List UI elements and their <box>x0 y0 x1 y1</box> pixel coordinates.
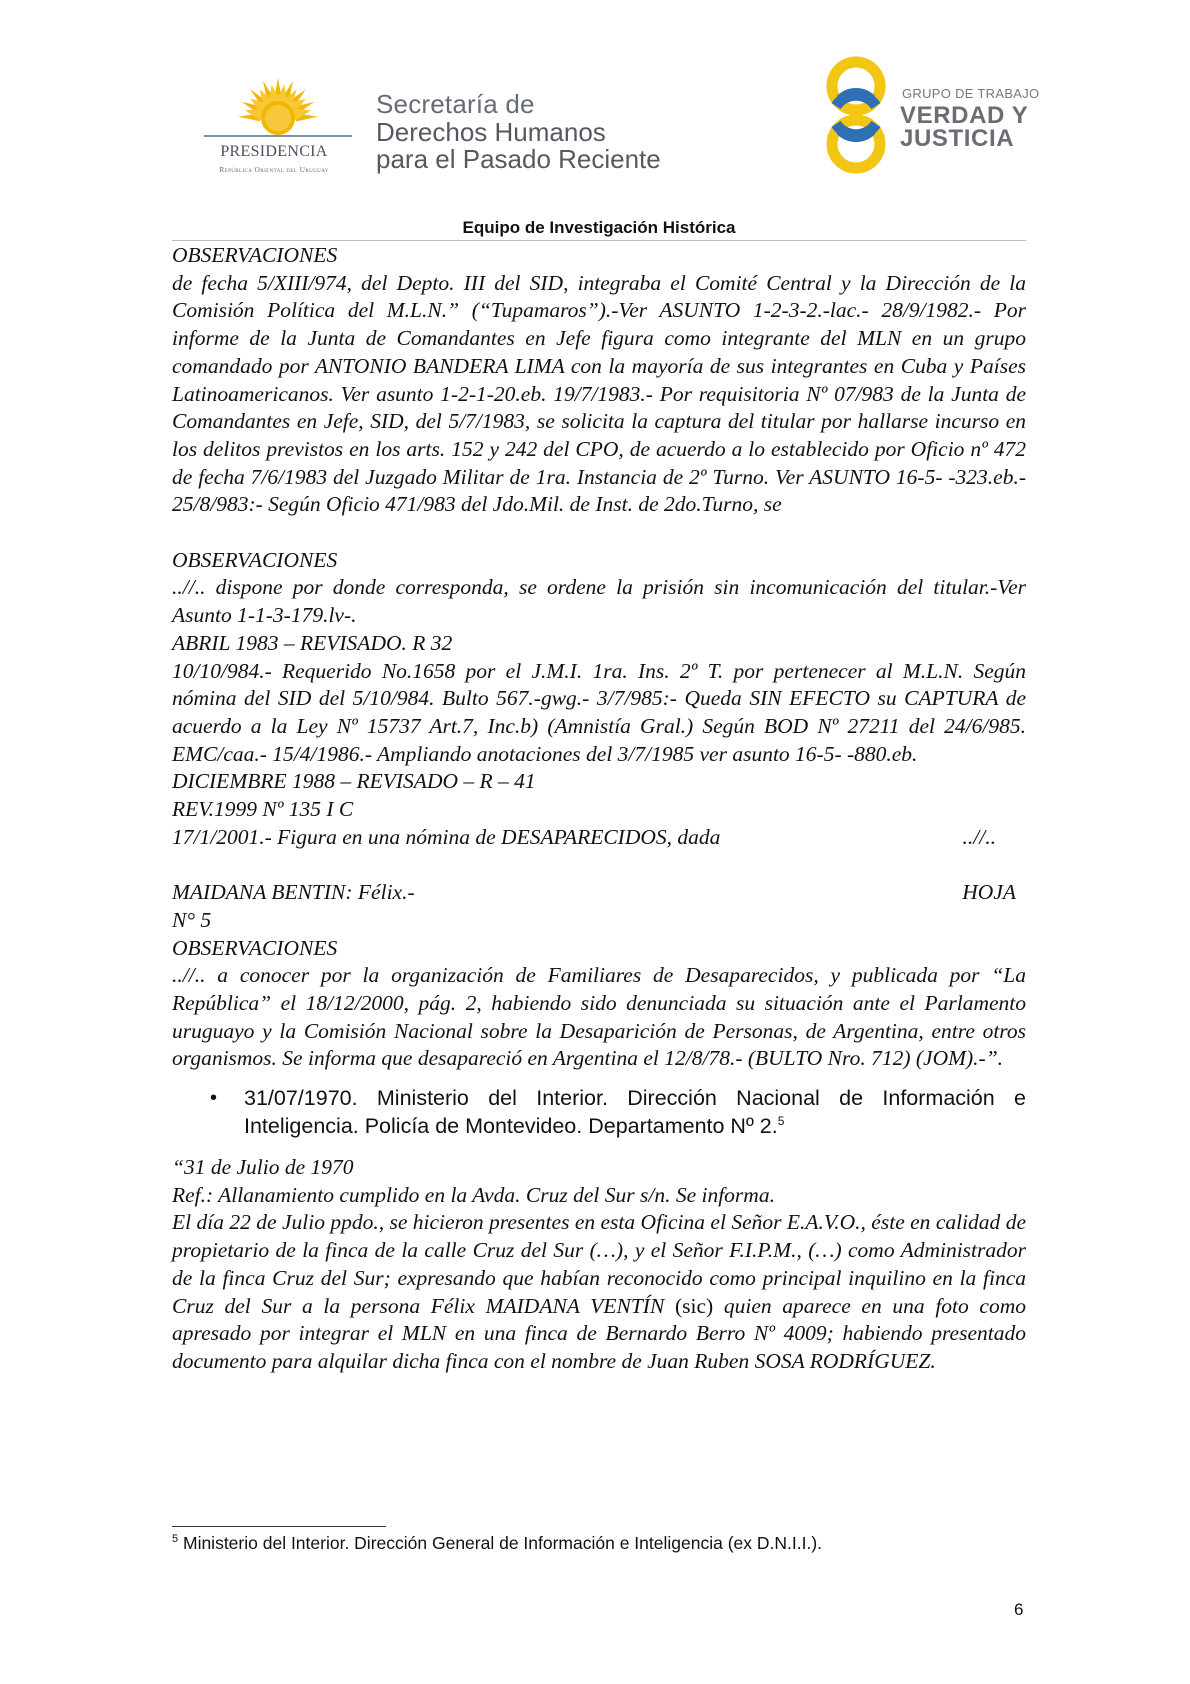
quote-body <box>172 1209 1026 1375</box>
document-body <box>172 242 1026 1376</box>
spacer <box>172 851 1026 879</box>
source-bullet-text: 31/07/1970. Ministerio del Interior. Dirección Nacional de Información e Inteligencia. Policía de Montevideo. Departamento Nº 2. <box>244 1086 1026 1139</box>
record-name: MAIDANA BENTIN: Félix.- <box>172 880 415 905</box>
quote-body-part-b: quien aparece en una foto como apresado por integrar el MLN en una finca de Bernardo Berro Nº 4009; habiendo presentado documento para alquilar dicha finca con el nombre de Juan Ruben SOSA RODRÍGUEZ. <box>172 1293 1027 1373</box>
source-bullet <box>172 1084 1026 1140</box>
footnote-divider <box>172 1526 386 1527</box>
page-number: 6 <box>1014 1600 1024 1619</box>
continuation-mark: ..//.. <box>962 824 996 849</box>
footnote-text: Ministerio del Interior. Dirección General de Información e Inteligencia (ex D.N.I.I.). <box>178 1533 823 1553</box>
header-divider <box>172 240 1026 241</box>
verdad-justicia-rings-logo-icon <box>818 56 894 180</box>
observaciones-heading-3: OBSERVACIONES <box>172 935 338 960</box>
quote-reference: Ref.: Allanamiento cumplido en la Avda. Cruz del Sur s/n. Se informa. <box>172 1182 775 1207</box>
observaciones-text-1: de fecha 5/XIII/974, del Depto. III del SID, integraba el Comité Central y la Dirección de la Comisión Política del M.L.N.” (“Tupamaros”).-Ver ASUNTO 1-2-3-2.-lac.- 28/9/1982.- Por informe de la Junta de Comandantes en Jefe figura como integrante del MLN en un grupo comandado por ANTONIO BANDERA LIMA con la mayoría de sus integrantes en Cuba y Países Latinoamericanos. Ver asunto 1-2-1-20.eb. 19/7/1983.- Por requisitoria Nº 07/983 de la Junta de Comandantes en Jefe, SID, del 5/7/1983, se solicita la captura del titular por hallarse incurso en los delitos previstos en los arts. 152 y 242 del CPO, de acuerdo a lo establecido por Oficio nº 472 de fecha 7/6/1983 del Juzgado Militar de 1ra. Instancia de 2º Turno. Ver ASUNTO 16-5- -323.eb.- 25/8/983:- Según Oficio 471/983 del Jdo.Mil. de Inst. de 2do.Turno, se <box>172 270 1026 517</box>
secretaria-line-2: Derechos Humanos <box>376 117 606 147</box>
observaciones-text-3: ..//.. a conocer por la organización de Familiares de Desaparecidos, y publicada por “La República” el 18/12/2000, pág. 2, habiendo sido denunciada su situación ante el Parlamento uruguayo y la Comisión Nacional sobre la Desaparición de Personas, de Argentina, entre otros organismos. Se informa que desapareció en Argentina el 12/8/78.- (BULTO Nro. 712) (JOM).-”. <box>172 963 1026 1071</box>
quote-date: “31 de Julio de 1970 <box>172 1155 354 1180</box>
grupo-trabajo-label: GRUPO DE TRABAJO <box>902 86 1040 101</box>
spacer <box>172 519 1026 547</box>
observaciones-heading-2: OBSERVACIONES <box>172 547 338 572</box>
justicia-label: JUSTICIA <box>900 125 1015 152</box>
footnote-number: 5 <box>172 1533 179 1546</box>
presidencia-subtitle: República Oriental del Uruguay <box>219 165 329 174</box>
team-title: Equipo de Investigación Histórica <box>462 218 736 237</box>
revision-1999: REV.1999 Nº 135 I C <box>172 797 354 822</box>
observaciones-text-2b: 10/10/984.- Requerido No.1658 por el J.M.I. 1ra. Ins. 2º T. por pertenecer al M.L.N. Según nómina del SID del 5/10/984. Bulto 567.-gwg.- 3/7/985:- Queda SIN EFECTO su CAPTURA de acuerdo a la Ley Nº 15737 Art.7, Inc.b) (Amnistía Gral.) Según BOD Nº 27211 del 24/6/985. EMC/caa.- 15/4/1986.- Ampliando anotaciones del 3/7/1985 ver asunto 16-5- -880.eb. <box>172 658 1026 766</box>
bullet-marker: • <box>210 1087 218 1110</box>
footnote-ref-5[interactable]: 5 <box>777 1113 785 1128</box>
secretaria-line-1: Secretaría de <box>376 89 535 119</box>
verdad-label: VERDAD Y <box>900 102 1029 129</box>
secretaria-logo-text <box>376 90 661 173</box>
observaciones-heading-1: OBSERVACIONES <box>172 243 338 267</box>
footnote-5 <box>172 1533 1032 1554</box>
quote-body-part-a: El día 22 de Julio ppdo., se hicieron presentes en esta Oficina el Señor E.A.V.O., éste en calidad de propietario de la finca de la calle Cruz del Sur (…), y el Señor F.I.P.M., (…) como Administrador de la finca Cruz del Sur; expresando que habían reconocido como principal inquilino en la finca Cruz del Sur a la persona Félix MAIDANA VENTÍN <box>172 1210 1026 1318</box>
quoted-report <box>172 1154 1026 1376</box>
hoja-label: HOJA <box>962 880 1016 905</box>
desaparecidos-line <box>172 824 1026 852</box>
desaparecidos-text: 17/1/2001.- Figura en una nómina de DESAPARECIDOS, dada <box>172 824 721 849</box>
page-header <box>0 0 1190 220</box>
observaciones-text-2a: ..//.. dispone por donde corresponda, se ordene la prisión sin incomunicación del titular.-Ver Asunto 1-1-3-179.lv-. <box>172 575 1026 628</box>
secretaria-line-3: para el Pasado Reciente <box>376 144 661 174</box>
revision-abril-1983: ABRIL 1983 – REVISADO. R 32 <box>172 630 453 655</box>
revision-diciembre-1988: DICIEMBRE 1988 – REVISADO – R – 41 <box>172 769 536 794</box>
presidencia-label: PRESIDENCIA <box>220 143 328 160</box>
record-name-line <box>172 879 1026 907</box>
hoja-number: N° 5 <box>172 907 212 932</box>
sic-note: (sic) <box>664 1293 724 1318</box>
